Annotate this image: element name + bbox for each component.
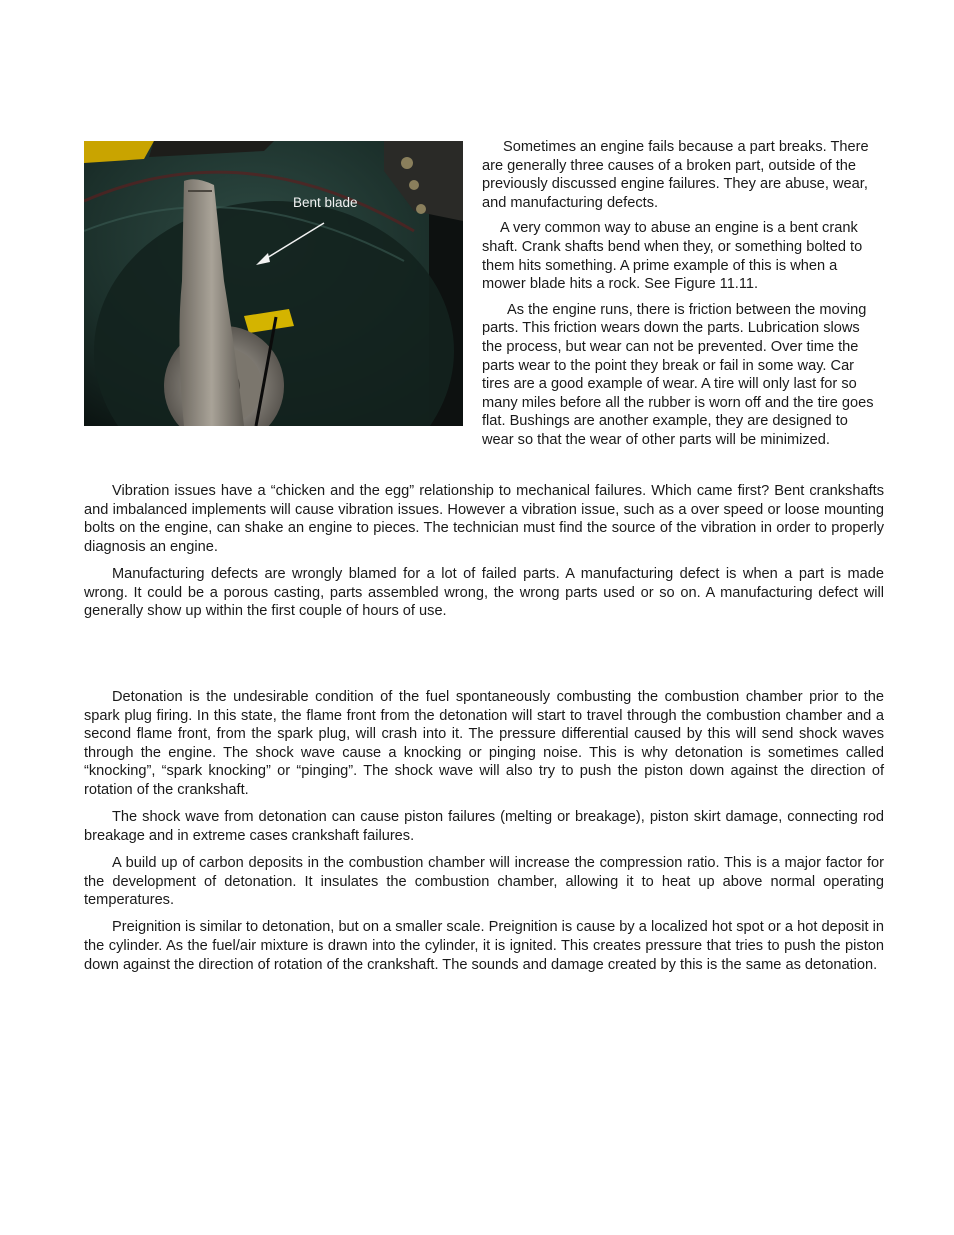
paragraph: A build up of carbon deposits in the combustion chamber will increase the compression ratio. This is a major factor for the development of detonation. It insulates the combustion chamber, allowing it to heat up above normal operating temperatures. — [84, 854, 884, 909]
figure-label: Bent blade — [293, 195, 358, 210]
paragraph: Manufacturing defects are wrongly blamed for a lot of failed parts. A manufacturing defect is when a part is made wrong. It could be a porous casting, parts assembled wrong, the wrong parts used or so on. A manufacturing defect will generally show up within the first couple of hours of use. — [84, 565, 884, 620]
section-vibration-manufacturing — [84, 482, 884, 629]
paragraph: As the engine runs, there is friction between the moving parts. This friction wears down the parts. Lubrication slows the process, but wear can not be prevented. Over time the parts wear to the point they break or fail in some way. Car tires are a good example of wear. A tire will only last for so many miles before all the rubber is worn off and the tire goes flat. Bushings are another example, they are designed to wear so that the wear of other parts will be minimized. — [482, 301, 874, 448]
paragraph: Preignition is similar to detonation, but on a smaller scale. Preignition is cause by a localized hot spot or a hot deposit in the cylinder. As the fuel/air mixture is drawn into the cylinder, it is ignited. This creates pressure that tries to push the piston down against the direction of rotation of the crankshaft. The sounds and damage created by this is the same as detonation. — [84, 919, 884, 973]
section-detonation — [84, 688, 884, 983]
figure-bent-blade-photo — [84, 141, 463, 426]
right-column-text — [482, 138, 882, 457]
paragraph: Vibration issues have a “chicken and the egg” relationship to mechanical failures. Which came first? Bent crankshafts and imbalanced implements will cause vibration issues. However a vibration issue, such as a over speed or loose mounting bolts on the engine, can shake an engine to pieces. The technician must find the source of the vibration in order to properly diagnosis an engine. — [84, 483, 884, 555]
mower-deck-illustration — [84, 141, 463, 426]
paragraph: The shock wave from detonation can cause piston failures (melting or breakage), piston skirt damage, connecting rod breakage and in extreme cases crankshaft failures. — [84, 809, 884, 844]
paragraph: A very common way to abuse an engine is a bent crank shaft. Crank shafts bend when they, or something bolted to them hits something. A prime example of this is when a mower blade hits a rock. See Figure 11.11. — [482, 220, 863, 293]
paragraph: Sometimes an engine fails because a part breaks. There are generally three causes of a broken part, outside of the previously discussed engine failures. They are abuse, wear, and manufacturing defects. — [482, 139, 869, 211]
paragraph: Detonation is the undesirable condition of the fuel spontaneously combusting the combustion chamber prior to the spark plug firing. In this state, the flame front from the detonation will start to travel through the combustion chamber and a second flame front, from the spark plug, will crash into it. The pressure differential caused by this will send shock waves through the engine. The shock wave cause a knocking or pinging noise. This is why detonation is sometimes called “knocking”, “spark knocking” or “pinging”. The shock wave will also try to push the piston down against the direction of rotation of the crankshaft. — [84, 689, 884, 798]
